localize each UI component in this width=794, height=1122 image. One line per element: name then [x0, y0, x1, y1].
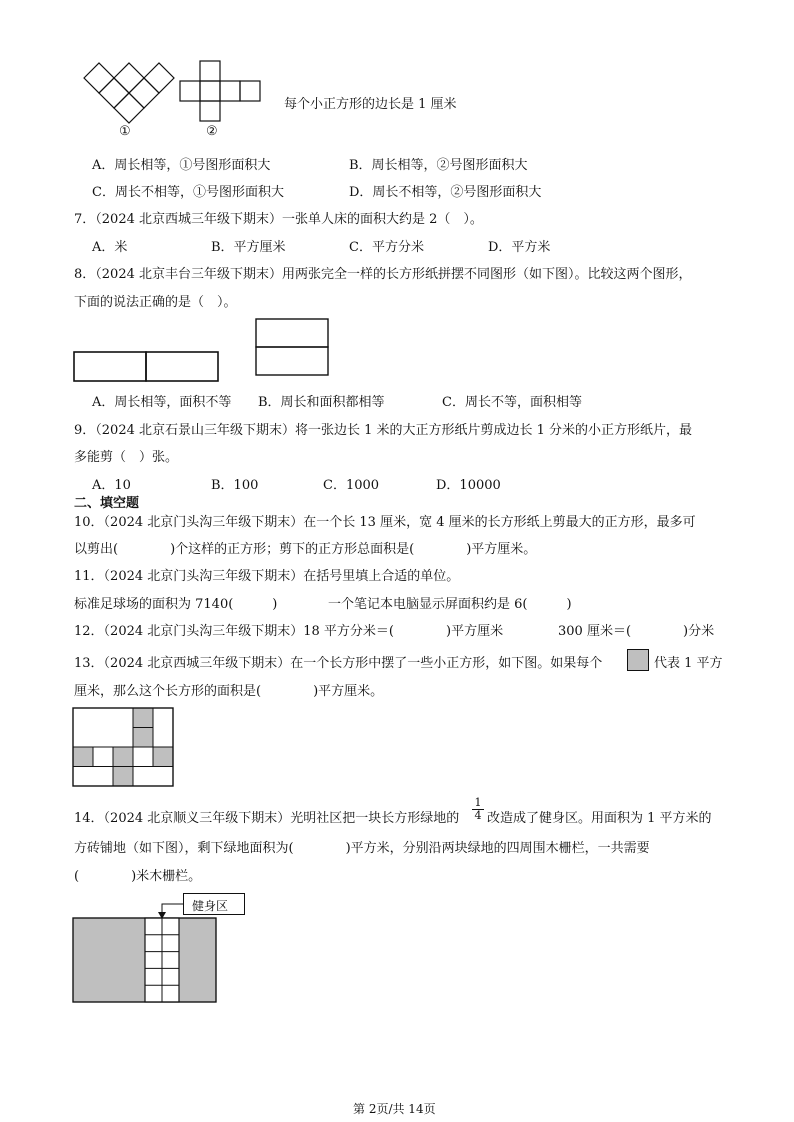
q6-option-b: B．周长相等，②号图形面积大 [349, 158, 528, 173]
q14-fraction [472, 797, 484, 822]
q11-part-1: 标准足球场的面积为 7140( ) [74, 597, 278, 612]
q9-option-c: C．1000 [323, 478, 380, 493]
q7-option-d: D．平方米 [488, 240, 551, 255]
q10-line-2: 以剪出( )个这样的正方形；剪下的正方形总面积是( )平方厘米。 [74, 542, 537, 557]
q7-option-a: A．米 [92, 240, 128, 255]
fitness-area-callout-label: 健身区 [192, 899, 229, 913]
q8-option-a: A．周长相等，面积不等 [92, 395, 232, 410]
q8-stem-line-2: 下面的说法正确的是（ ）。 [74, 295, 237, 310]
q13-line-1-start: 13．（2024 北京西城三年级下期末）在一个长方形中摆了一些小正方形，如下图。如果每个 [74, 656, 603, 671]
q8-option-c: C．周长不等，面积相等 [442, 395, 582, 410]
q14-line-2: 方砖铺地（如下图），剩下绿地面积为( )平方米，分别沿两块绿地的四周围木栅栏，一共需要 [74, 841, 650, 856]
section-title-fill-in: 二、填空题 [74, 496, 140, 511]
q10-line-1: 10．（2024 北京门头沟三年级下期末）在一个长 13 厘米，宽 4 厘米的长方形纸上剪最大的正方形，最多可 [74, 515, 696, 530]
fitness-area-callout [183, 893, 245, 915]
q14-fraction-denominator: 4 [474, 809, 482, 822]
q13-line-1-end: 代表 1 平方 [654, 656, 723, 671]
q12-part-1: 12．（2024 北京门头沟三年级下期末）18 平方分米＝( )平方厘米 [74, 624, 504, 639]
q6-option-c: C．周长不相等，①号图形面积大 [92, 185, 284, 200]
q14-fraction-numerator: 1 [472, 797, 484, 810]
q6-figure-1-label: ① [119, 124, 131, 139]
q8-stem-line-1: 8．（2024 北京丰台三年级下期末）用两张完全一样的长方形纸拼摆不同图形（如下图）。比较这两个图形， [74, 267, 692, 282]
q13-rectangle-figure [72, 707, 175, 787]
q7-stem: 7．（2024 北京西城三年级下期末）一张单人床的面积大约是 2（ ）。 [74, 212, 483, 227]
q6-figure-2-label: ② [206, 124, 218, 139]
q6-note: 每个小正方形的边长是 1 厘米 [284, 97, 457, 112]
q8-option-b: B．周长和面积都相等 [258, 395, 385, 410]
q14-line-1-end: 改造成了健身区。用面积为 1 平方米的 [487, 811, 712, 826]
q9-stem-line-2: 多能剪（ ）张。 [74, 450, 179, 465]
q12-part-2: 300 厘米＝( )分米 [558, 624, 715, 639]
q13-line-2: 厘米，那么这个长方形的面积是( )平方厘米。 [74, 684, 384, 699]
unit-square-icon [627, 649, 649, 671]
q8-figure-stacked [255, 318, 329, 376]
q8-figure-horizontal [73, 351, 219, 382]
q9-option-a: A．10 [92, 478, 131, 493]
q9-option-b: B．100 [211, 478, 259, 493]
q9-option-d: D．10000 [436, 478, 501, 493]
q14-line-1-start: 14．（2024 北京顺义三年级下期末）光明社区把一块长方形绿地的 [74, 811, 460, 826]
q14-line-3: ( )米木栅栏。 [74, 869, 202, 884]
q9-stem-line-1: 9．（2024 北京石景山三年级下期末）将一张边长 1 米的大正方形纸片剪成边长 1 分米的小正方形纸片，最 [74, 423, 693, 438]
q11-line-1: 11．（2024 北京门头沟三年级下期末）在括号里填上合适的单位。 [74, 569, 460, 584]
q6-option-d: D．周长不相等，②号图形面积大 [349, 185, 542, 200]
q6-option-a: A．周长相等，①号图形面积大 [92, 158, 271, 173]
q7-option-c: C．平方分米 [349, 240, 424, 255]
q11-part-2: 一个笔记本电脑显示屏面积约是 6( ) [328, 597, 572, 612]
q6-figure-1 [82, 60, 176, 126]
page-number-footer: 第 2页/共 14页 [353, 1102, 436, 1116]
q14-green-land-figure [72, 917, 217, 1003]
q7-option-b: B．平方厘米 [211, 240, 286, 255]
q6-figure-2 [178, 60, 262, 124]
